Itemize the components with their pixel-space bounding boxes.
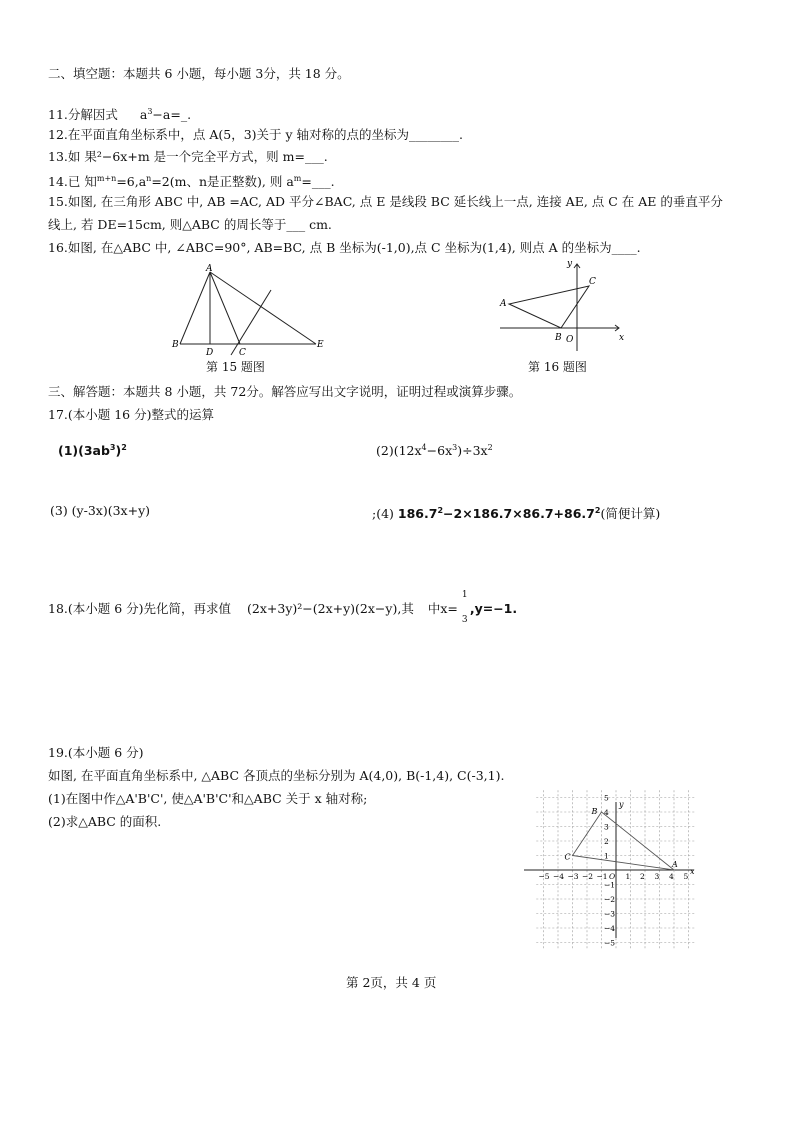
label-b: B: [591, 807, 598, 816]
x-tick-label: −1: [596, 872, 608, 881]
label-x: x: [619, 333, 625, 343]
section3-header: 三、解答题：本题共 8 小题，共 72分。解答应写出文字说明，证明过程或演算步骤。: [48, 384, 522, 399]
label-o: O: [566, 335, 574, 345]
x-tick-label: 5: [683, 872, 689, 881]
y-tick-label: 5: [604, 793, 609, 803]
label-c: C: [564, 852, 571, 862]
label-a: A: [206, 264, 213, 274]
section2-header: 二、填空题：本题共 6 小题，每小题 3分，共 18 分。: [48, 66, 350, 81]
x-tick-label: 4: [669, 872, 674, 881]
y-tick-label: −1: [604, 880, 616, 890]
question-19-line2: (1)在图中作△A'B'C', 使△A'B'C'和△ABC 关于 x 轴对称;: [48, 791, 368, 806]
label-y: y: [619, 800, 624, 809]
q11-exponent: 3: [147, 107, 153, 116]
label-c: C: [589, 277, 596, 287]
y-tick-label: −4: [604, 924, 616, 933]
label-o: O: [609, 872, 616, 881]
label-b: B: [555, 333, 562, 343]
figure-15: [168, 262, 328, 357]
x-tick-label: −4: [553, 872, 565, 881]
label-x: x: [690, 867, 695, 876]
label-y: y: [567, 259, 573, 269]
question-19-line3: (2)求△ABC 的面积.: [48, 814, 162, 829]
label-b: B: [172, 340, 179, 350]
question-14: 14.已 知$^{m+n}=6,a^n=2(m$、n是正整数), 则 $a^m=\_\_\_$.: [48, 174, 335, 190]
question-17-part2: $(2)(12x^4-6x^3)\div 3x^2$: [376, 443, 493, 459]
label-e: E: [317, 340, 324, 350]
question-17-part4: ;(4) $186.7^2-2\times 186.7\times 86.7+86.7^2$(简便计算): [372, 506, 661, 522]
figure-19-grid: [520, 793, 700, 948]
page-footer: 第 2页，共 4 页: [346, 975, 437, 990]
question-17-part1: $(1)(3ab^3)^2$: [58, 443, 127, 459]
y-tick-label: −2: [604, 895, 616, 904]
label-a: A: [672, 860, 678, 869]
line-ac: [210, 272, 240, 344]
y-tick-label: 1: [604, 851, 609, 861]
label-a: A: [500, 299, 507, 309]
triangle-abc: [573, 812, 675, 870]
figure-15-caption: 第 15 题图: [206, 360, 265, 374]
figure-16: [495, 256, 630, 354]
x-tick-label: −5: [538, 872, 550, 881]
question-12: 12.在平面直角坐标系中，点 A(5，3)关于 y 轴对称的点的坐标为________.: [48, 127, 464, 142]
label-d: D: [206, 348, 214, 358]
y-tick-label: −3: [604, 909, 616, 919]
y-tick-label: 2: [604, 837, 609, 846]
question-19-line1: 如图, 在平面直角坐标系中, △ABC 各顶点的坐标分别为 A(4,0), B(-1,4), C(-3,1).: [48, 768, 505, 783]
line-ae: [210, 272, 316, 344]
line-ab: [180, 272, 210, 344]
y-tick-label: −5: [604, 938, 616, 948]
question-17-title: 17.(本小题 16 分)整式的运算: [48, 407, 214, 422]
figure-16-caption: 第 16 题图: [528, 360, 587, 374]
label-c: C: [239, 348, 246, 358]
question-13: 13.如 果²−6x+m 是一个完全平方式，则 m=___.: [48, 149, 328, 164]
q11-suffix: a=_.: [162, 107, 192, 123]
x-tick-label: −3: [567, 872, 579, 881]
question-19-title: 19.(本小题 6 分): [48, 745, 144, 760]
x-tick-label: 3: [654, 872, 660, 881]
question-11: 11.分解因式 $a^3-a=\_$.: [48, 107, 192, 123]
question-15-line1: 15.如图, 在三角形 ABC 中, AB =AC, AD 平分∠BAC, 点 E 是线段 BC 延长线上一点, 连接 AE, 点 C 在 AE 的垂直平分: [48, 194, 723, 209]
x-tick-label: −2: [582, 872, 594, 881]
question-15-line2: 线上, 若 DE=15cm, 则△ABC 的周长等于___ cm.: [48, 217, 332, 232]
question-18: 18.(本小题 6 分)先化简，再求值 (2x+3y)²−(2x+y)(2x−y),其 中x= 1 3 ,y=−1.: [48, 590, 518, 625]
q11-prefix: 11.分解因式: [48, 107, 118, 123]
fraction-one-third: 1 3: [461, 590, 468, 625]
y-tick-label: 4: [604, 808, 609, 817]
x-tick-label: 1: [625, 872, 631, 881]
question-17-part3: (3) (y-3x)(3x+y): [50, 503, 151, 518]
x-tick-label: 2: [640, 872, 645, 881]
y-tick-label: 3: [604, 822, 609, 832]
question-16: 16.如图, 在△ABC 中, ∠ABC=90°, AB=BC, 点 B 坐标为(-1,0),点 C 坐标为(1,4), 则点 A 的坐标为____.: [48, 240, 641, 255]
